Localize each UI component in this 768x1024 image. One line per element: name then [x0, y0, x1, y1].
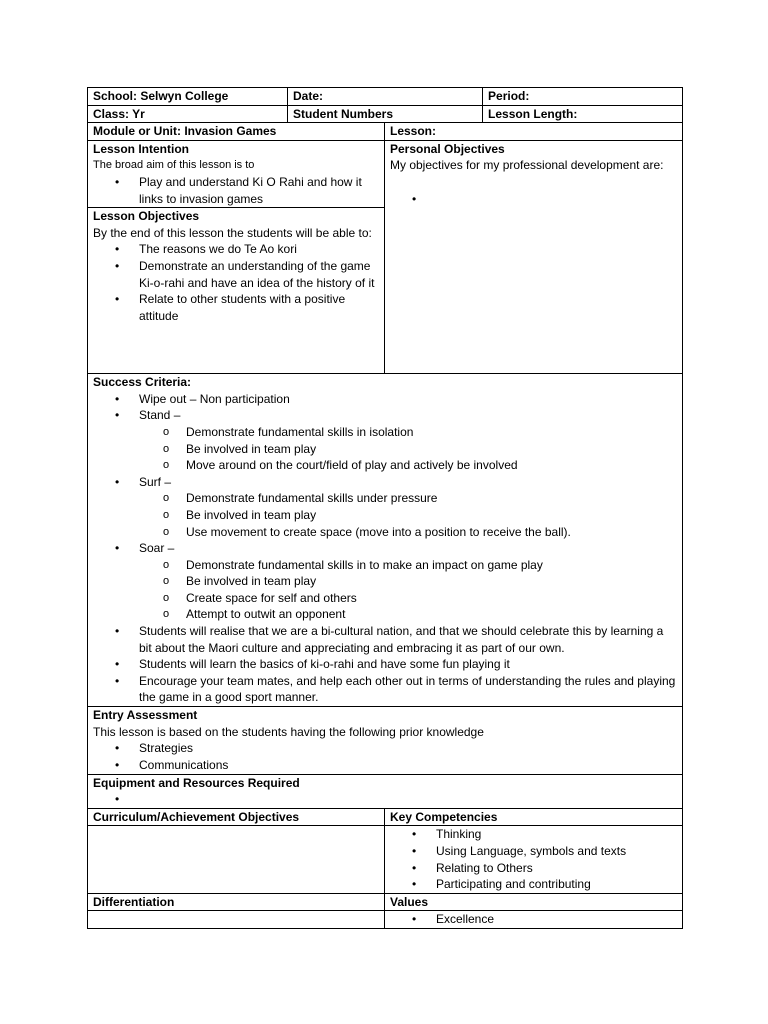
list-item: • Excellence: [436, 911, 677, 928]
success-criteria-list: [93, 391, 677, 706]
header-row-3: [88, 123, 683, 141]
key-competencies-heading-cell: [385, 808, 683, 826]
differentiation-heading: Differentiation: [93, 894, 175, 909]
personal-objectives-intro: My objectives for my professional development are:: [390, 158, 664, 173]
intention-row: [88, 140, 683, 207]
entry-assessment-row: [88, 707, 683, 774]
stand-label: Stand –: [139, 408, 181, 423]
list-item: • Strategies: [139, 740, 677, 757]
surf-sub-list: [139, 490, 677, 540]
stand-item: [139, 407, 677, 473]
equipment-list: [93, 791, 677, 808]
curriculum-body-row: [88, 826, 683, 893]
student-numbers-label: Student Numbers: [293, 106, 394, 121]
list-item: • Using Language, symbols and texts: [436, 843, 677, 860]
list-item: o Attempt to outwit an opponent: [186, 606, 677, 623]
curriculum-body-cell: [88, 826, 385, 893]
student-numbers-cell: [288, 105, 483, 123]
date-cell: [288, 88, 483, 106]
list-item: • Participating and contributing: [436, 876, 677, 893]
list-item: • Encourage your team mates, and help each other out in terms of understanding the rules and playing the game in a good sport manner.: [139, 673, 677, 706]
entry-assessment-intro: This lesson is based on the students having the following prior knowledge: [93, 724, 484, 739]
curriculum-heading-cell: [88, 808, 385, 826]
values-heading: Values: [390, 894, 429, 909]
school-cell: [88, 88, 288, 106]
class-label: Class: Yr: [93, 106, 145, 121]
surf-item: [139, 474, 677, 540]
differentiation-body-cell: [88, 911, 385, 929]
personal-objectives-heading: Personal Objectives: [390, 141, 505, 156]
equipment-row: [88, 774, 683, 808]
success-criteria-row: [88, 374, 683, 707]
entry-assessment-heading: Entry Assessment: [93, 708, 198, 723]
list-item: • Students will realise that we are a bi-cultural nation, and that we should celebrate this by learning a bit about the Maori culture and appreciating and embracing it as part of our own.: [139, 623, 677, 656]
soar-label: Soar –: [139, 541, 175, 556]
entry-assessment-cell: [88, 707, 683, 774]
list-item: [139, 791, 677, 808]
differentiation-heading-cell: [88, 893, 385, 911]
values-heading-cell: [385, 893, 683, 911]
list-item: • The reasons we do Te Ao kori: [139, 241, 379, 258]
period-label: Period:: [488, 89, 530, 103]
list-item: • Students will learn the basics of ki-o-rahi and have some fun playing it: [139, 656, 677, 673]
soar-sub-list: [139, 557, 677, 623]
success-criteria-heading: Success Criteria:: [93, 375, 192, 390]
date-label: Date:: [293, 89, 324, 103]
lesson-length-label: Lesson Length:: [488, 106, 578, 121]
lesson-intention-cell: [88, 140, 385, 207]
list-item: o Use movement to create space (move into a position to receive the ball).: [186, 524, 677, 541]
list-item: o Demonstrate fundamental skills under pressure: [186, 490, 677, 507]
list-item: [436, 191, 677, 208]
header-row-2: [88, 105, 683, 123]
list-item: o Move around on the court/field of play and actively be involved: [186, 457, 677, 474]
values-body-cell: [385, 911, 683, 929]
lesson-objectives-cell: [88, 208, 385, 374]
soar-item: [139, 540, 677, 623]
class-cell: [88, 105, 288, 123]
module-label: Module or Unit: Invasion Games: [93, 124, 277, 139]
lesson-cell: [385, 123, 683, 141]
header-row-1: [88, 88, 683, 106]
list-item: o Create space for self and others: [186, 590, 677, 607]
school-label: School: Selwyn College: [93, 89, 229, 103]
key-competencies-list: [390, 826, 677, 892]
lesson-label: Lesson:: [390, 124, 437, 139]
lesson-objectives-intro: By the end of this lesson the students will be able to:: [93, 225, 372, 240]
equipment-heading: Equipment and Resources Required: [93, 775, 300, 790]
differentiation-body-row: [88, 911, 683, 929]
lesson-objectives-heading: Lesson Objectives: [93, 209, 200, 224]
lesson-intention-list: [93, 174, 379, 207]
stand-sub-list: [139, 424, 677, 474]
list-item: o Be involved in team play: [186, 441, 677, 458]
key-competencies-body-cell: [385, 826, 683, 893]
entry-assessment-list: [93, 740, 677, 773]
list-item: o Be involved in team play: [186, 573, 677, 590]
equipment-cell: [88, 774, 683, 808]
values-list: [390, 911, 677, 928]
curriculum-heading-row: [88, 808, 683, 826]
list-item: • Play and understand Ki O Rahi and how it links to invasion games: [139, 174, 379, 207]
list-item: • Thinking: [436, 826, 677, 843]
personal-objectives-list: [390, 191, 677, 208]
wipe-out-item: • Wipe out – Non participation: [139, 391, 677, 408]
curriculum-heading: Curriculum/Achievement Objectives: [93, 809, 300, 824]
list-item: • Demonstrate an understanding of the game Ki-o-rahi and have an idea of the history of it: [139, 258, 379, 291]
list-item: • Relating to Others: [436, 860, 677, 877]
list-item: o Be involved in team play: [186, 507, 677, 524]
list-item: • Communications: [139, 757, 677, 774]
period-cell: [483, 88, 683, 106]
personal-objectives-cell: [385, 140, 683, 373]
lesson-plan-table: [87, 87, 683, 929]
surf-label: Surf –: [139, 474, 172, 489]
success-criteria-cell: [88, 374, 683, 707]
list-item: o Demonstrate fundamental skills in to make an impact on game play: [186, 557, 677, 574]
lesson-objectives-list: [93, 241, 379, 324]
list-item: • Relate to other students with a positive attitude: [139, 291, 379, 324]
differentiation-heading-row: [88, 893, 683, 911]
key-competencies-heading: Key Competencies: [390, 809, 498, 824]
lesson-intention-intro: The broad aim of this lesson is to: [93, 159, 255, 172]
list-item: o Demonstrate fundamental skills in isolation: [186, 424, 677, 441]
lesson-intention-heading: Lesson Intention: [93, 141, 189, 156]
lesson-length-cell: [483, 105, 683, 123]
module-cell: [88, 123, 385, 141]
